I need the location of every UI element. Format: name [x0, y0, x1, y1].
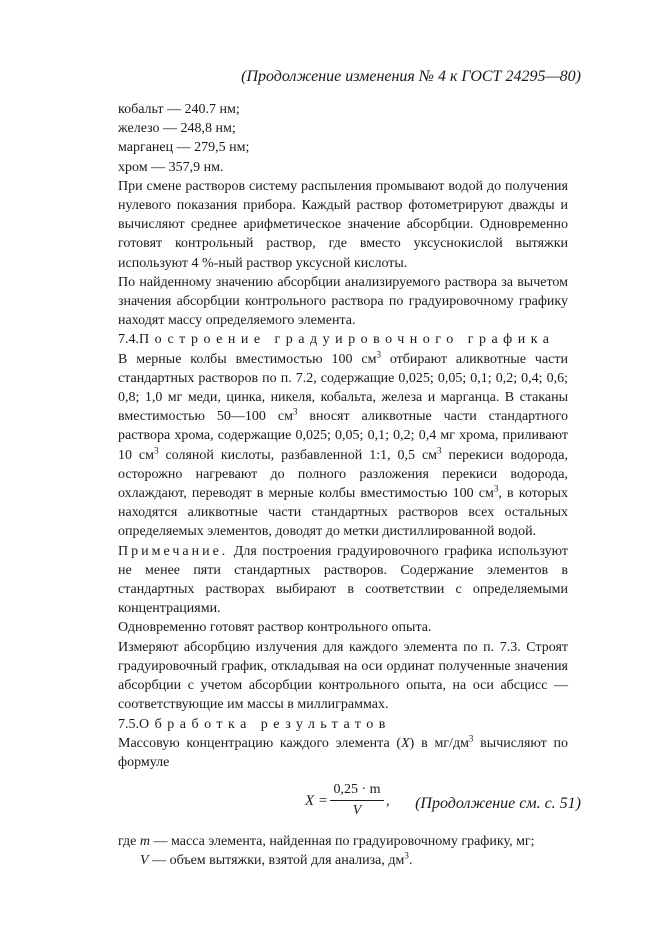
section-7-4-heading	[118, 330, 568, 349]
conc-text-a: Массовую концентрацию каждого элемента (	[118, 735, 402, 751]
paragraph-control: Одновременно готовят раствор контрольного опыта.	[118, 620, 432, 636]
section-7-4-number: 7.4.	[118, 332, 139, 348]
where-v-text: — объем вытяжки, взятой для анализа, дм	[148, 853, 405, 869]
paragraph-measure: Измеряют абсорбцию излучения для каждого элемента по п. 7.3. Строят градуировочный график, откладывая на оси ординат полученные значения абсорбции с учетом абсорбции контрольного опыта, на оси абсцисс — соответствующие им массы в миллиграммах.	[118, 639, 568, 713]
section-7-5-heading	[118, 715, 568, 734]
calib-sup-3: 3	[154, 445, 159, 455]
formula-denominator: V	[352, 803, 362, 819]
list-item-manganese: марганец — 279,5 нм;	[118, 140, 250, 156]
calib-sup-5: 3	[493, 483, 499, 494]
section-7-5-title: Обработка результатов	[139, 716, 391, 732]
calib-text-f: , в которых находятся аликвотные части стандартных растворов всех остальных определяемых элементов, доводят до метки дистиллированной водой.	[118, 486, 568, 540]
page-header: (Продолжение изменения № 4 к ГОСТ 24295—80)	[241, 68, 581, 85]
list-item-iron: железо — 248,8 нм;	[118, 121, 236, 137]
note-paragraph	[118, 542, 568, 619]
paragraph-rinse-text: При смене растворов систему распыления промывают водой до получения нулевого показания прибора. Каждый раствор фотометрируют дважды и вычисляют среднее арифметическое значение абсорбции. Одновременно готовят контрольный раствор, где вместо уксуснокислой вытяжки используют 4 %-ный раствор уксусной кислоты.	[118, 178, 568, 271]
note-label: Примечание.	[118, 543, 229, 559]
where-v-var: V	[140, 853, 149, 869]
conc-sup: 3	[468, 733, 474, 744]
where-line-v	[118, 851, 568, 870]
conc-text-c: вычисляют по формуле	[118, 735, 568, 770]
calib-sup-1: 3	[376, 348, 381, 359]
calib-sup-2: 3	[292, 406, 298, 417]
body-text	[118, 100, 568, 871]
where-m-prefix: где	[118, 834, 140, 850]
paragraph-rinse	[118, 177, 568, 273]
section-7-5-number: 7.5.	[118, 716, 139, 732]
where-v-end: .	[408, 853, 413, 869]
paragraph-calibration	[118, 350, 568, 542]
paragraph-concentration	[118, 734, 568, 772]
section-7-4-title: Построение градуировочного графика	[139, 332, 555, 348]
where-v-sup: 3	[404, 850, 409, 861]
paragraph-absorption	[118, 273, 568, 331]
formula-comma: ,	[386, 794, 390, 810]
formula-fraction	[330, 780, 384, 820]
formula-lhs: X =	[305, 793, 329, 810]
conc-text-b: ) в мг/дм	[409, 735, 469, 751]
calib-sup-4: 3	[437, 445, 442, 455]
paragraph-absorption-text: По найденному значению абсорбции анализируемого раствора за вычетом значения абсорбции контрольного раствора по градуировочному графику находят массу определяемого элемента.	[118, 274, 568, 329]
calib-text-d: соляной кислоты, разбавленной 1:1, 0,5 см	[158, 447, 438, 463]
note-text: Для построения градуировочного графика используют не менее пяти стандартных растворов. Содержание элементов в стандартных растворах выбирают в соответствии с определяемыми концентрациями.	[118, 543, 568, 617]
list-item-chromium: хром — 357,9 нм.	[118, 159, 224, 175]
calib-text-c: вносят аликвотные части стандартного раствора хрома, содержащие 0,025; 0,05; 0,1; 0,2; 0,4 мг хрома, приливают 10 см	[118, 409, 568, 463]
list-item-cobalt: кобальт — 240.7 нм;	[118, 102, 240, 117]
page-footer: (Продолжение см. с. 51)	[415, 795, 581, 812]
conc-var-x: X	[401, 735, 410, 751]
where-m-var: m	[139, 834, 151, 850]
where-line-m	[118, 832, 568, 851]
where-m-text: — масса элемента, найденная по градуировочному графику, мг;	[150, 834, 535, 850]
calib-text-a: В мерные колбы вместимостью 100 см	[118, 351, 377, 367]
formula-numerator: 0,25 · m	[330, 780, 384, 801]
calib-text-e: перекиси водорода, осторожно нагревают до полного разложения перекиси водорода, охлаждают, переводят в мерные колбы вместимостью 100 см	[118, 447, 569, 502]
calib-text-b: отбирают аликвотные части стандартных растворов по п. 7.2, содержащие 0,025; 0,05; 0,1; 0,2; 0,4; 0,6; 0,8; 1,0 мг меди, цинка, никеля, кобальта, железа и марганца. В стаканы вместимостью 50—100 см	[118, 351, 568, 425]
